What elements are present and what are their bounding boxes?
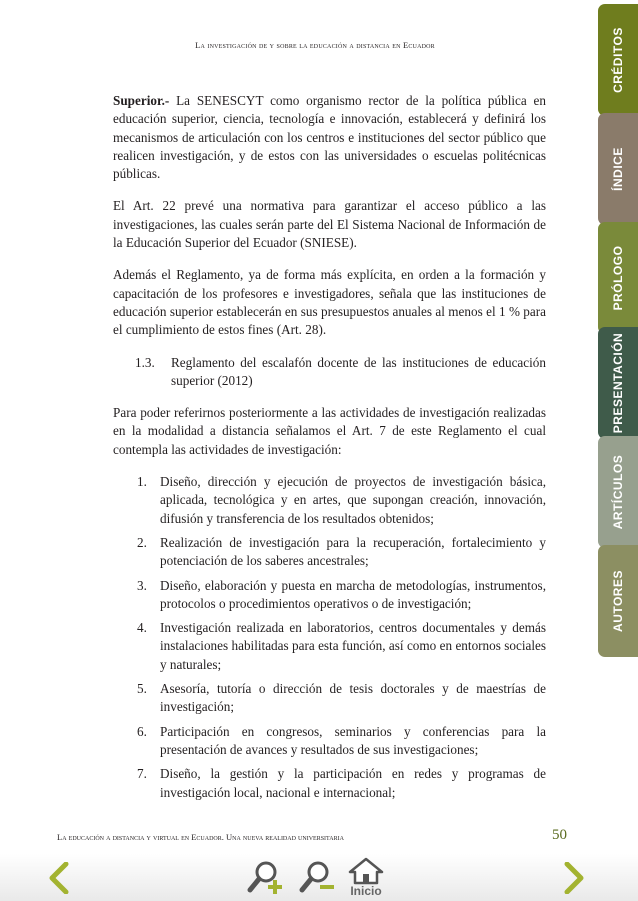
paragraph-text: La SENESCYT como organismo rector de la política pública en educación superior, ciencia, tecnología e innovación, establecerá y definirá los mecanismos de articulación con los centros e instituciones del sector público que realicen investigación, y de estos con las universidades o escuelas politécnicas públicas. xyxy=(113,93,546,182)
list-item xyxy=(137,619,546,674)
list-item-text: Diseño, dirección y ejecución de proyectos de investigación básica, aplicada, tecnológica y en artes, que supongan creación, innovación, difusión y transferencia de los resultados obtenidos; xyxy=(160,474,546,526)
list-item-number: 7. xyxy=(137,766,147,782)
zoom-in-button[interactable] xyxy=(246,860,286,899)
research-activities-list xyxy=(113,473,546,802)
paragraph-art-22: El Art. 22 prevé una normativa para garantizar el acceso público a las investigaciones, las cuales serán parte del El Sistema Nacional de Información de la Educación Superior del Ecuador (SNIESE). xyxy=(113,198,546,251)
list-item xyxy=(137,765,546,802)
tab-label: PRÓLOGO xyxy=(611,245,625,311)
tab-label: CRÉDITOS xyxy=(611,27,625,93)
list-item-number: 1. xyxy=(137,474,147,490)
paragraph-senescyt xyxy=(113,92,546,183)
home-label: Inicio xyxy=(350,884,382,898)
footer-book-title: La educación a distancia y virtual en Ecuador. Una nueva realidad universitaria xyxy=(57,832,344,842)
tab-label: AUTORES xyxy=(611,570,625,632)
tab-creditos[interactable] xyxy=(598,4,638,116)
zoom-in-icon xyxy=(246,860,286,894)
section-tabs xyxy=(596,0,638,660)
tab-autores[interactable] xyxy=(598,545,638,657)
home-icon xyxy=(346,857,386,885)
running-header: La investigación de y sobre la educación a distancia en Ecuador xyxy=(195,40,435,50)
subsection-title: Reglamento del escalafón docente de las instituciones de educación superior (2012) xyxy=(171,354,546,388)
list-item xyxy=(137,473,546,528)
list-item-text: Diseño, elaboración y puesta en marcha de metodologías, instrumentos, protocolos o procedimientos operativos o de investigación; xyxy=(160,577,546,611)
list-item-number: 3. xyxy=(137,577,147,593)
tab-label: ARTÍCULOS xyxy=(611,454,625,530)
list-item-text: Asesoría, tutoría o dirección de tesis doctorales y de maestrías de investigación; xyxy=(160,681,546,715)
subsection-number: 1.3. xyxy=(135,354,155,370)
list-item-number: 2. xyxy=(137,534,147,550)
paragraph-art-7: Para poder referirnos posteriormente a las actividades de investigación realizadas en la modalidad a distancia señalamos el Art. 7 de este Reglamento el cual contempla las actividades de investigación: xyxy=(113,405,546,457)
paragraph-reglamento: Además el Reglamento, ya de forma más explícita, en orden a la formación y capacitación de los profesores e investigadores, señala que las instituciones de educación superior establecerán en sus presupuestos anuales al menos el 1 % para el cumplimiento de estos fines (Art. 28). xyxy=(113,267,546,338)
zoom-out-button[interactable] xyxy=(298,860,338,899)
list-item xyxy=(137,577,546,614)
tab-label: PRESENTACIÓN xyxy=(611,332,625,434)
next-page-button[interactable] xyxy=(563,862,585,899)
list-item-number: 5. xyxy=(137,681,147,697)
subsection-heading xyxy=(135,354,546,391)
zoom-out-icon xyxy=(298,860,338,894)
list-item xyxy=(137,680,546,717)
list-item-text: Diseño, la gestión y la participación en redes y programas de investigación local, nacional e internacional; xyxy=(160,766,546,800)
home-button[interactable] xyxy=(346,857,386,897)
paragraph-lead-bold: Superior.- xyxy=(113,93,170,108)
tab-prologo[interactable] xyxy=(598,222,638,334)
tab-presentacion[interactable] xyxy=(598,327,638,439)
chevron-right-icon xyxy=(563,862,585,894)
list-item-text: Realización de investigación para la recuperación, fortalecimiento y potenciación de los saberes ancestrales; xyxy=(160,534,546,569)
page-content xyxy=(113,92,546,808)
list-item xyxy=(137,723,546,760)
list-item-text: Participación en congresos, seminarios y conferencias para la presentación de avances y resultados de sus investigaciones; xyxy=(160,723,546,757)
page-number: 50 xyxy=(552,827,567,843)
list-item-number: 4. xyxy=(137,620,147,636)
list-item-text: Investigación realizada en laboratorios, centros documentales y demás instalaciones habilitadas para esta función, así como en entornos sociales y naturales; xyxy=(160,620,546,672)
list-item-number: 6. xyxy=(137,723,147,739)
list-item xyxy=(137,534,546,571)
chevron-left-icon xyxy=(48,862,70,894)
page-footer xyxy=(57,829,567,845)
previous-page-button[interactable] xyxy=(48,862,70,899)
tab-articulos[interactable] xyxy=(598,436,638,548)
navigation-toolbar xyxy=(0,854,638,901)
tab-label: ÍNDICE xyxy=(611,147,625,191)
tab-indice[interactable] xyxy=(598,113,638,225)
